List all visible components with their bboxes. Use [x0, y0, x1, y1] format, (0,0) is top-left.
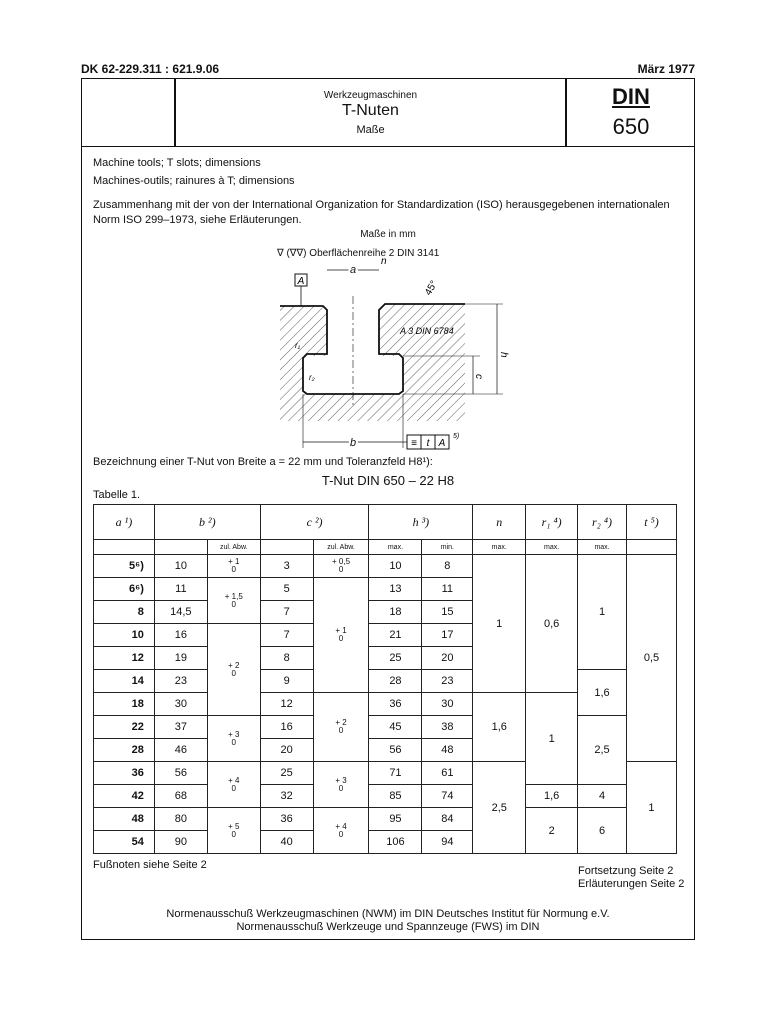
cell-c: 5 — [260, 578, 313, 601]
din-logo: DIN — [612, 84, 650, 109]
din-number: 650 — [612, 114, 650, 139]
cell-c: 7 — [260, 601, 313, 624]
cell-a: 42 — [94, 785, 155, 808]
tolerance-footnote: 5) — [453, 433, 460, 440]
table-row — [94, 670, 677, 693]
title-english: Machine tools; T slots; dimensions — [93, 157, 261, 169]
t-slot-drawing — [255, 256, 530, 456]
continuation: Fortsetzung Seite 2 — [578, 865, 674, 877]
iso-note: Zusammenhang mit der von der International Organization for Standardization (ISO) herausgegebenen internationalen Norm ISO 299–1973, siehe Erläuterungen. — [93, 199, 670, 226]
cell-hmin: 94 — [422, 831, 473, 854]
cell-a: 48 — [94, 808, 155, 831]
cell-hmax: 71 — [369, 762, 422, 785]
cell-t: 1 — [626, 762, 676, 854]
cell-b: 90 — [154, 831, 207, 854]
cell-hmin: 74 — [422, 785, 473, 808]
tol-lower: 0 — [338, 634, 344, 643]
cell-c: 9 — [260, 670, 313, 693]
tol-lower: 0 — [338, 726, 344, 735]
cell-r1: 1 — [526, 693, 578, 785]
cell-hmin: 17 — [422, 624, 473, 647]
table-row — [94, 716, 677, 739]
tol-upper: + 4 — [228, 775, 240, 785]
cell-hmin: 15 — [422, 601, 473, 624]
cell-hmin: 48 — [422, 739, 473, 762]
table-caption: Tabelle 1. — [93, 489, 141, 501]
tolerance-fraction — [228, 823, 239, 839]
cell-a: 6⁶) — [94, 578, 155, 601]
tol-lower: 0 — [231, 668, 236, 678]
cell-n: 2,5 — [473, 762, 526, 854]
explanations-ref: Erläuterungen Seite 2 — [578, 878, 685, 890]
cell-hmin: 38 — [422, 716, 473, 739]
cell-btol — [207, 762, 260, 808]
subheader: max. — [526, 540, 578, 555]
cell-r1: 0,6 — [526, 555, 578, 693]
cell-n: 1,6 — [473, 693, 526, 762]
designation-example: T-Nut DIN 650 – 22 H8 — [321, 473, 455, 488]
subheader: zul. Abw. — [207, 540, 260, 555]
cell-btol — [207, 578, 260, 624]
tol-upper: + 2 — [228, 660, 240, 670]
cell-btol — [207, 716, 260, 762]
table-row — [94, 555, 677, 578]
tol-upper: + 0,5 — [332, 557, 351, 566]
tol-lower: 0 — [231, 783, 236, 793]
cell-a: 12 — [94, 647, 155, 670]
subheader: max. — [369, 540, 422, 555]
dimensions-table — [93, 504, 677, 854]
cell-r1: 2 — [526, 808, 578, 854]
tol-lower: 0 — [338, 783, 344, 793]
cell-hmin: 8 — [422, 555, 473, 578]
tol-upper: + 5 — [228, 821, 240, 831]
cell-a: 36 — [94, 762, 155, 785]
cell-a: 28 — [94, 739, 155, 762]
dim-n-label: n — [381, 256, 387, 267]
cell-c: 8 — [260, 647, 313, 670]
header-b: b ²) — [154, 505, 260, 540]
committee-2: Normenausschuß Werkzeuge und Spannzeuge (FWS) im DIN — [236, 921, 540, 933]
units-note: Maße in mm — [360, 229, 416, 240]
dim-h-label: h — [498, 352, 509, 358]
cell-r2: 1 — [578, 555, 627, 670]
cell-c: 32 — [260, 785, 313, 808]
cell-b: 19 — [154, 647, 207, 670]
cell-a: 18 — [94, 693, 155, 716]
cell-hmax: 56 — [369, 739, 422, 762]
cell-hmax: 25 — [369, 647, 422, 670]
header-box — [81, 78, 695, 147]
tolerance-note: A 3 DIN 6784 — [400, 326, 454, 336]
tol-lower: 0 — [231, 829, 236, 839]
cell-hmax: 85 — [369, 785, 422, 808]
tolerance-fraction — [332, 558, 350, 574]
cell-r2: 4 — [578, 785, 627, 808]
cell-hmax: 36 — [369, 693, 422, 716]
tolerance-ref: A — [438, 438, 446, 449]
header-r2: r₂ ⁴) — [578, 505, 627, 540]
cell-a: 14 — [94, 670, 155, 693]
radius-r1-label: r₁ — [295, 341, 301, 350]
cell-ctol — [313, 762, 369, 808]
footnotes-ref: Fußnoten siehe Seite 2 — [93, 859, 207, 871]
symmetry-symbol: ≡ — [411, 438, 417, 449]
header-c: c ²) — [260, 505, 369, 540]
tol-upper: + 4 — [335, 821, 347, 831]
header-t: t ⁵) — [626, 505, 676, 540]
tolerance-fraction — [228, 558, 239, 574]
header-r1: r₁ ⁴) — [526, 505, 578, 540]
cell-a: 54 — [94, 831, 155, 854]
cell-a: 8 — [94, 601, 155, 624]
cell-ctol — [313, 578, 369, 693]
datum-label: A — [297, 276, 305, 287]
surface-note: ∇ (∇∇) Oberflächenreihe 2 DIN 3141 — [277, 248, 440, 259]
cell-ctol — [313, 808, 369, 854]
cell-hmax: 10 — [369, 555, 422, 578]
cell-hmax: 21 — [369, 624, 422, 647]
subheader: zul. Abw. — [313, 540, 369, 555]
cell-b: 16 — [154, 624, 207, 647]
tol-lower: 0 — [231, 737, 236, 747]
cell-hmin: 84 — [422, 808, 473, 831]
cell-c: 25 — [260, 762, 313, 785]
table-row — [94, 808, 677, 831]
dim-a-label: a — [349, 264, 357, 276]
cell-ctol — [313, 693, 369, 762]
cell-btol — [207, 808, 260, 854]
tolerance-fraction — [228, 777, 239, 793]
cell-b: 46 — [154, 739, 207, 762]
classification-number: DK 62-229.311 : 621.9.06 — [81, 62, 220, 76]
cell-c: 40 — [260, 831, 313, 854]
tolerance-fraction — [335, 777, 346, 793]
tol-upper: + 3 — [335, 775, 347, 785]
subheader: min. — [422, 540, 473, 555]
cell-b: 23 — [154, 670, 207, 693]
subheader: max. — [473, 540, 526, 555]
title-french: Machines-outils; rainures à T; dimensions — [93, 175, 295, 187]
cell-hmin: 20 — [422, 647, 473, 670]
cell-b: 37 — [154, 716, 207, 739]
cell-c: 7 — [260, 624, 313, 647]
tolerance-fraction — [335, 627, 346, 643]
tol-lower: 0 — [338, 829, 344, 839]
cell-a: 22 — [94, 716, 155, 739]
dim-c-label: c — [473, 374, 484, 379]
subheader: max. — [578, 540, 627, 555]
cell-hmax: 13 — [369, 578, 422, 601]
committee-1: Normenausschuß Werkzeugmaschinen (NWM) im DIN Deutsches Institut für Normung e.V. — [166, 908, 610, 920]
cell-r2: 2,5 — [578, 716, 627, 785]
radius-r2-label: r₂ — [309, 373, 315, 382]
tol-upper: + 3 — [228, 729, 240, 739]
cell-c: 20 — [260, 739, 313, 762]
tolerance-fraction — [228, 662, 239, 678]
cell-r2: 6 — [578, 808, 627, 854]
cell-hmax: 45 — [369, 716, 422, 739]
cell-btol — [207, 555, 260, 578]
cell-b: 30 — [154, 693, 207, 716]
cell-a: 10 — [94, 624, 155, 647]
table-row — [94, 785, 677, 808]
cell-b: 11 — [154, 578, 207, 601]
tol-upper: + 1 — [335, 626, 347, 635]
cell-r1: 1,6 — [526, 785, 578, 808]
tolerance-fraction — [335, 719, 346, 735]
cell-t: 0,5 — [626, 555, 676, 762]
designation-text: Bezeichnung einer T-Nut von Breite a = 22 mm und Toleranzfeld H8¹): — [93, 456, 433, 468]
tol-lower: 0 — [231, 565, 236, 574]
cell-hmax: 95 — [369, 808, 422, 831]
tol-upper: + 1,5 — [224, 591, 243, 601]
cell-a: 5⁶) — [94, 555, 155, 578]
header-a: a ¹) — [94, 505, 155, 540]
cell-hmin: 61 — [422, 762, 473, 785]
cell-b: 14,5 — [154, 601, 207, 624]
cell-b: 68 — [154, 785, 207, 808]
cell-c: 12 — [260, 693, 313, 716]
cell-hmin: 23 — [422, 670, 473, 693]
cell-c: 36 — [260, 808, 313, 831]
cell-b: 10 — [154, 555, 207, 578]
tol-upper: + 2 — [335, 718, 347, 727]
cell-hmin: 11 — [422, 578, 473, 601]
dim-b-label: b — [350, 437, 357, 449]
angle-label: 45° — [423, 278, 441, 298]
page-title: T-Nuten — [342, 102, 399, 119]
tolerance-fraction — [225, 593, 243, 609]
issue-date: März 1977 — [637, 62, 695, 76]
tolerance-t: t — [426, 438, 430, 449]
cell-hmax: 28 — [369, 670, 422, 693]
tolerance-fraction — [228, 731, 239, 747]
cell-hmax: 106 — [369, 831, 422, 854]
cell-c: 3 — [260, 555, 313, 578]
cell-b: 56 — [154, 762, 207, 785]
tol-lower: 0 — [231, 599, 236, 609]
header-subtitle: Maße — [356, 124, 385, 136]
cell-n: 1 — [473, 555, 526, 693]
tol-upper: + 1 — [228, 557, 240, 566]
cell-hmin: 30 — [422, 693, 473, 716]
tol-lower: 0 — [338, 565, 344, 574]
cell-hmax: 18 — [369, 601, 422, 624]
cell-btol — [207, 624, 260, 716]
cell-b: 80 — [154, 808, 207, 831]
cell-ctol — [313, 555, 369, 578]
header-category: Werkzeugmaschinen — [323, 90, 418, 101]
tolerance-fraction — [335, 823, 346, 839]
cell-r2: 1,6 — [578, 670, 627, 716]
header-n: n — [473, 505, 526, 540]
header-h: h ³) — [369, 505, 473, 540]
cell-c: 16 — [260, 716, 313, 739]
